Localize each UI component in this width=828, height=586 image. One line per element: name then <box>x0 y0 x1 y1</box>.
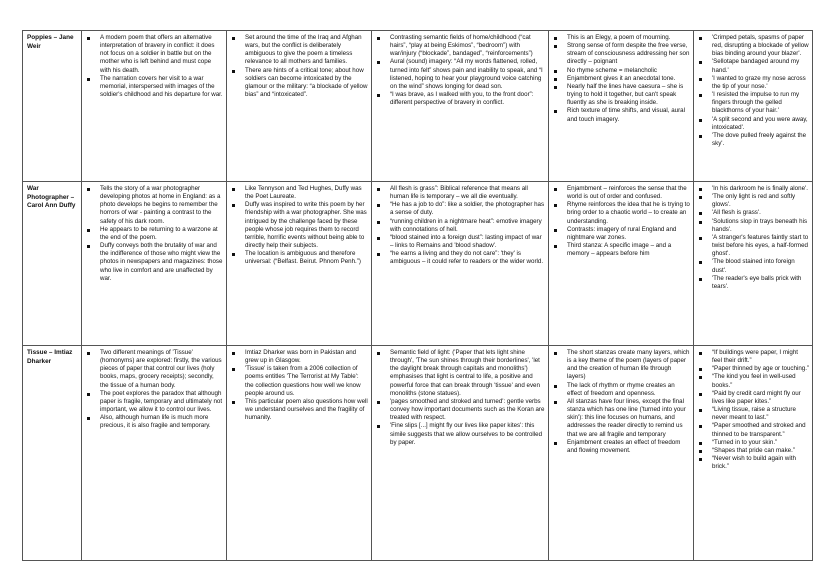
list-item: 'The dove pulled freely against the sky'. <box>697 132 809 148</box>
list-item: 'A stranger's features faintly start to twist before his eyes, a half-formed ghost'. <box>697 234 809 258</box>
bullet-list <box>230 185 368 267</box>
list-item: Third stanza: A specific image – and a memory – appears before him <box>552 242 690 258</box>
bullet-list <box>552 349 690 455</box>
language-cell <box>372 182 549 346</box>
bullet-list <box>697 185 809 291</box>
list-item: Tells the story of a war photographer developing photos at home in England: as a photo develops he begins to remember the horrors of war - painting a contrast to the safety of his dark room. <box>85 185 223 226</box>
quotes-cell <box>694 31 813 182</box>
list-item: Like Tennyson and Ted Hughes, Duffy was the Poet Laureate. <box>230 185 368 201</box>
list-item: “he earns a living and they do not care”: 'they' is ambiguous – it could refer to readers or the wider world. <box>375 250 545 266</box>
poem-title: War Photographer – Carol Ann Duffy <box>23 182 82 346</box>
list-item: 'Sellotape bandaged around my hand.' <box>697 58 809 74</box>
list-item: “I was brave, as I walked with you, to the front door”: different perspective of bravery in conflict. <box>375 91 545 107</box>
list-item: “Turned in to your skin.” <box>697 439 809 447</box>
table-body <box>23 31 813 561</box>
bullet-list <box>375 349 545 447</box>
bullet-list <box>697 34 809 148</box>
list-item: Strong sense of form despite the free verse, stream of consciousness addressing her son directly – poignant <box>552 42 690 66</box>
bullet-list <box>375 185 545 267</box>
list-item: Duffy was inspired to write this poem by her friendship with a war photographer. She was intrigued by the challenge faced by these people whose job requires them to record terrible, horrific events without being able to directly help their subjects. <box>230 201 368 250</box>
list-item: “Paper thinned by age or touching.” <box>697 365 809 373</box>
list-item: Rhyme reinforces the idea that he is trying to bring order to a chaotic world – to create an understanding. <box>552 201 690 225</box>
list-item: “Never wish to build again with brick.” <box>697 455 809 471</box>
list-item: Also, although human life is much more precious, it is also fragile and temporary. <box>85 414 223 430</box>
list-item: All stanzas have four lines, except the final stanza which has one line ('turned into your skin'): this line focuses on humans, and addresses the reader directly to remind us that we are all fragile and temporary <box>552 398 690 439</box>
context-cell <box>227 31 372 182</box>
list-item: 'I resisted the impulse to run my fingers through the gelled blackthorns of your hair.' <box>697 91 809 115</box>
list-item: The short stanzas create many layers, which is a key theme of the poem (layers of paper and the creation of human life through layers) <box>552 349 690 382</box>
bullet-list <box>85 185 223 283</box>
list-item: “blood stained into a foreign dust”: lasting impact of war – links to Remains and 'blood shadow'. <box>375 234 545 250</box>
list-item: 'Solutions slop in trays beneath his hands'. <box>697 218 809 234</box>
poem-title: Poppies – Jane Weir <box>23 31 82 182</box>
list-item: Imtiaz Dharker was born in Pakistan and grew up in Glasgow. <box>230 349 368 365</box>
structure-cell <box>549 182 694 346</box>
list-item: The narration covers her visit to a war memorial, interspersed with images of the soldier's childhood and his departure for war. <box>85 75 223 99</box>
list-item: “The kind you feel in well-used books.” <box>697 373 809 389</box>
list-item: Aural (sound) imagery: “All my words flattened, rolled, turned into felt” shows pain and inability to speak, and “I listened, hoping to hear your playground voice catching on the wind” shows longing for dead son. <box>375 58 545 91</box>
summary-cell <box>82 31 227 182</box>
list-item: Enjambment gives it an anecdotal tone. <box>552 75 690 83</box>
list-item: The poet explores the paradox that although paper is fragile, temporary and ultimately not important, we allow it to control our lives. <box>85 390 223 414</box>
list-item: He appears to be returning to a warzone at the end of the poem. <box>85 226 223 242</box>
list-item: Nearly half the lines have caesura – she is trying to hold it together, but can't speak fluently as she is breaking inside. <box>552 83 690 107</box>
list-item: 'The blood stained into foreign dust'. <box>697 258 809 274</box>
list-item: “running children in a nightmare heat”: emotive imagery with connotations of hell. <box>375 218 545 234</box>
list-item: 'All flesh is grass'. <box>697 209 809 217</box>
bullet-list <box>85 349 223 431</box>
language-cell <box>372 31 549 182</box>
list-item: “Paid by credit card might fly our lives like paper kites.” <box>697 390 809 406</box>
summary-cell <box>82 346 227 561</box>
list-item: 'pages smoothed and stroked and turned': gentle verbs convey how important documents such as the Koran are treated with respect. <box>375 398 545 422</box>
bullet-list <box>552 34 690 124</box>
list-item: 'A split second and you were away, intoxicated'. <box>697 116 809 132</box>
list-item: 'The only light is red and softly glows'. <box>697 193 809 209</box>
poem-title: Tissue – Imtiaz Dharker <box>23 346 82 561</box>
list-item: 'In his darkroom he is finally alone'. <box>697 185 809 193</box>
list-item: A modern poem that offers an alternative interpretation of bravery in conflict: it does not focus on a soldier in battle but on the mother who is left behind and must cope with his death. <box>85 34 223 75</box>
list-item: 'I wanted to graze my nose across the tip of your nose.' <box>697 75 809 91</box>
poem-analysis-table <box>22 30 813 561</box>
language-cell <box>372 346 549 561</box>
list-item: “If buildings were paper, I might feel their drift.” <box>697 349 809 365</box>
context-cell <box>227 346 372 561</box>
list-item: No rhyme scheme = melancholic <box>552 67 690 75</box>
list-item: Enjambment – reinforces the sense that the world is out of order and confused. <box>552 185 690 201</box>
bullet-list <box>85 34 223 99</box>
bullet-list <box>552 185 690 258</box>
context-cell <box>227 182 372 346</box>
list-item: Rich texture of time shifts, and visual, aural and touch imagery. <box>552 107 690 123</box>
list-item: Set around the time of the Iraq and Afghan wars, but the conflict is deliberately ambiguous to give the poem a timeless relevance to all mothers and families. <box>230 34 368 67</box>
list-item: 'Fine slips [...] might fly our lives like paper kites': this simile suggests that we allow ourselves to be controlled by paper. <box>375 422 545 446</box>
list-item: “He has a job to do”: like a soldier, the photographer has a sense of duty. <box>375 201 545 217</box>
table-row <box>23 182 813 346</box>
list-item: Contrasts: imagery of rural England and nightmare war zones. <box>552 226 690 242</box>
list-item: All flesh is grass”: Biblical reference that means all human life is temporary – we all die eventually. <box>375 185 545 201</box>
structure-cell <box>549 346 694 561</box>
list-item: 'The reader's eye balls prick with tears'. <box>697 275 809 291</box>
bullet-list <box>230 349 368 422</box>
list-item: “Living tissue, raise a structure never meant to last.” <box>697 406 809 422</box>
table-row <box>23 346 813 561</box>
list-item: “Paper smoothed and stroked and thinned to be transparent.” <box>697 422 809 438</box>
list-item: This is an Elegy, a poem of mourning. <box>552 34 690 42</box>
bullet-list <box>375 34 545 107</box>
list-item: The location is ambiguous and therefore universal: (“Belfast. Beirut. Phnom Penh.”) <box>230 250 368 266</box>
summary-cell <box>82 182 227 346</box>
list-item: 'Tissue' is taken from a 2006 collection of poems entitles 'The Terrorist at My Table': the collection questions how well we know people around us. <box>230 365 368 398</box>
list-item: This particular poem also questions how well we understand ourselves and the fragility of humanity. <box>230 398 368 422</box>
table-row <box>23 31 813 182</box>
bullet-list <box>697 349 809 471</box>
list-item: The lack of rhythm or rhyme creates an effect of freedom and openness. <box>552 382 690 398</box>
quotes-cell <box>694 346 813 561</box>
list-item: There are hints of a critical tone; about how soldiers can become intoxicated by the glamour or the military: “a blockade of yellow bias” and “intoxicated”. <box>230 67 368 100</box>
bullet-list <box>230 34 368 99</box>
list-item: Two different meanings of 'Tissue' (homonyms) are explored: firstly, the various pieces of paper that control our lives (holy books, maps, grocery receipts); secondly, the tissue of a human body. <box>85 349 223 390</box>
list-item: “Shapes that pride can make.” <box>697 447 809 455</box>
structure-cell <box>549 31 694 182</box>
quotes-cell <box>694 182 813 346</box>
list-item: Enjambment creates an effect of freedom and flowing movement. <box>552 439 690 455</box>
list-item: Contrasting semantic fields of home/childhood (“cat hairs”, “play at being Eskimos”, “bedroom”) with war/injury (“blockade”, bandaged”, “reinforcements”) <box>375 34 545 58</box>
list-item: 'Crimped petals, spasms of paper red, disrupting a blockade of yellow bias binding around your blazer'. <box>697 34 809 58</box>
list-item: Semantic field of light: ('Paper that lets light shine through', 'The sun shines through their borderlines', 'let the daylight break through capitals and monoliths') emphasises that light is central to life, a positive and powerful force that can break through 'tissue' and even monoliths (stone statues). <box>375 349 545 398</box>
list-item: Duffy conveys both the brutality of war and the indifference of those who might view the photos in newspapers and magazines: those who live in comfort and are unaffected by war. <box>85 242 223 283</box>
